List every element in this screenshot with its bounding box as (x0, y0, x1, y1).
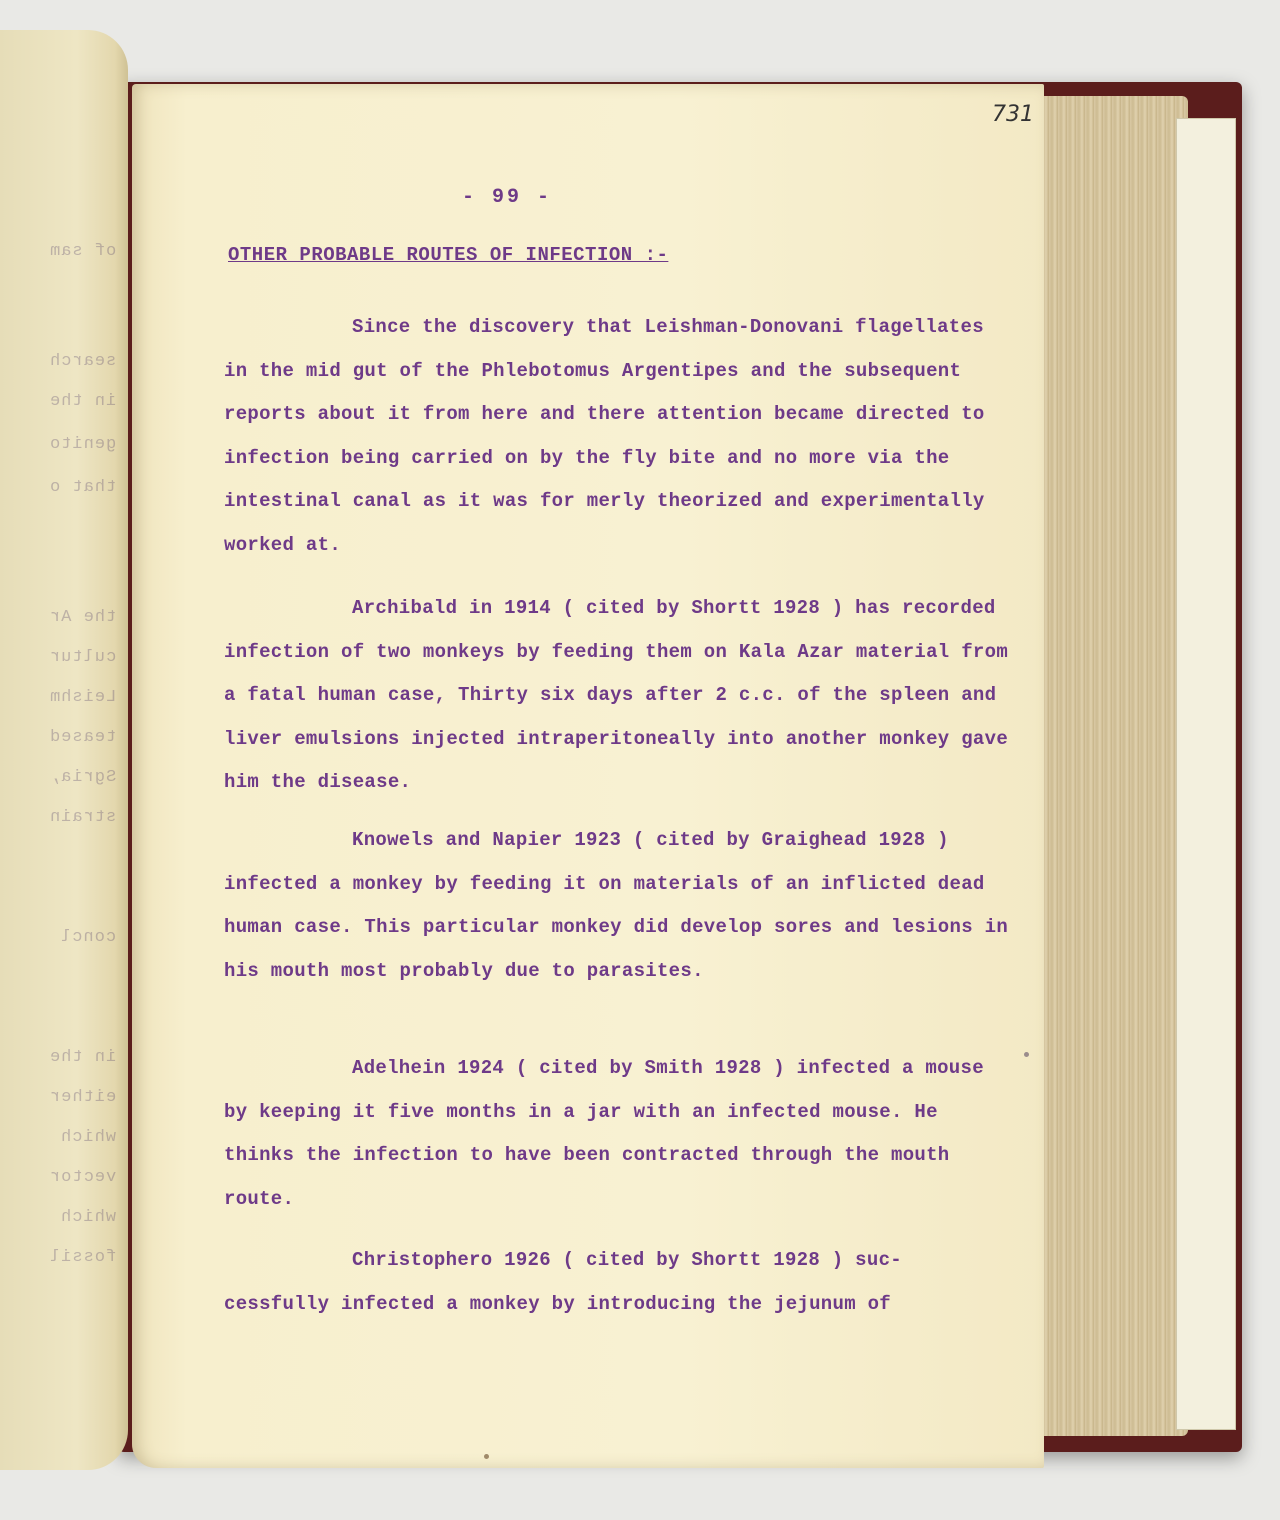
facing-page-fragment: Leishm (48, 688, 116, 707)
paper-speck (484, 1454, 489, 1459)
paragraph-2: Archibald in 1914 ( cited by Shortt 1928 ) has recorded infection of two monkeys by feeding them on Kala Azar material from a fatal human case, Thirty six days after 2 c.c. of the spleen and liver emulsions injected intraperitoneally into another monkey gave him the disease. (224, 597, 1009, 793)
facing-page-fragment: the Ar (48, 608, 116, 627)
facing-page-fragment: that o (48, 478, 116, 497)
facing-page-fragment: search (48, 352, 116, 371)
facing-page-fragment: in the (48, 392, 116, 411)
facing-page-fragment: either (48, 1088, 116, 1107)
paragraph-4: Adelhein 1924 ( cited by Smith 1928 ) infected a mouse by keeping it five months in a jar with an infected mouse. He thinks the infection to have been contracted through the mouth route. (224, 1057, 984, 1210)
page-edges (1040, 96, 1188, 1436)
facing-page-fragment: concl (59, 928, 116, 947)
facing-page-fragment: genito (48, 435, 116, 454)
facing-page-fragment: cultur (48, 648, 116, 667)
facing-page-fragment: which (59, 1128, 116, 1147)
facing-page-fragment: vector (48, 1168, 116, 1187)
paragraph-5: Christophero 1926 ( cited by Shortt 1928 ) suc- cessfully infected a monkey by introducing the jejunum of (224, 1249, 902, 1315)
facing-page (0, 30, 128, 1470)
facing-page-fragment: of sam (48, 242, 116, 261)
section-heading: OTHER PROBABLE ROUTES OF INFECTION :- (228, 244, 669, 266)
paragraph-3: Knowels and Napier 1923 ( cited by Graighead 1928 ) infected a monkey by feeding it on materials of an inflicted dead human case. This particular monkey did develop sores and lesions in his mouth most probably due to parasites. (224, 829, 1009, 982)
paper-speck (1024, 1052, 1029, 1057)
paragraph-1: Since the discovery that Leishman-Donovani flagellates in the mid gut of the Phlebotomus Argentipes and the subsequent reports about it from here and there attention became directed to infection being carried on by the fly bite and no more via the intestinal canal as it was for merly theorized and experimentally worked at. (224, 316, 985, 556)
page-number: - 99 - (462, 186, 553, 209)
document-page (132, 84, 1044, 1468)
facing-page-fragment: teased (48, 728, 116, 747)
facing-page-fragment: strain (48, 808, 116, 827)
facing-page-fragment: which (59, 1208, 116, 1227)
endpaper (1176, 118, 1236, 1430)
facing-page-fragment: Sgria, (48, 768, 116, 787)
folio-number: 731 (992, 102, 1034, 127)
facing-page-fragment: in the (48, 1048, 116, 1067)
facing-page-fragment: fossil (48, 1248, 116, 1267)
